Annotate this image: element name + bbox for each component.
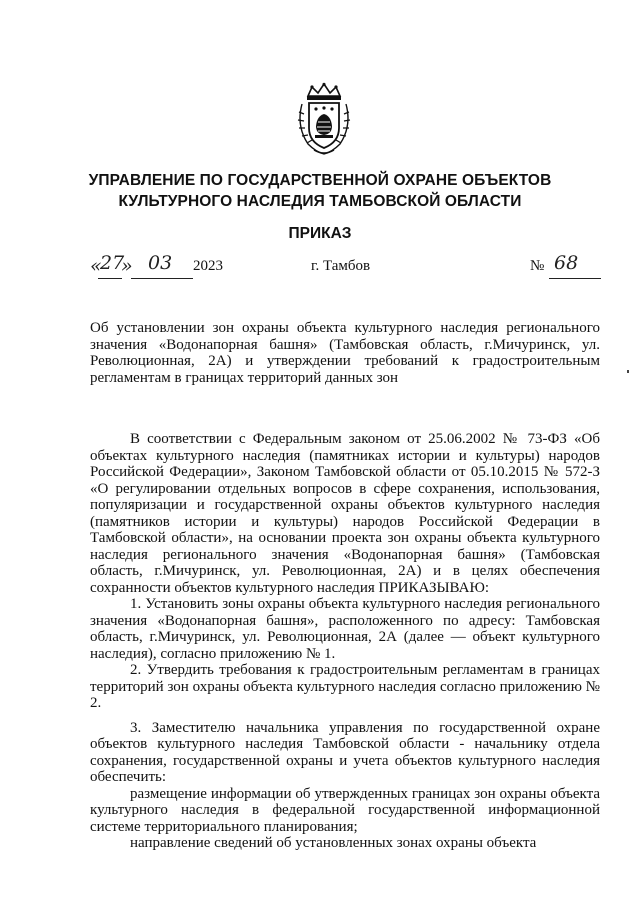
date-day: 27 <box>100 252 125 274</box>
number-label: № <box>530 258 545 274</box>
paragraph-item-3: 3. Заместителю начальника управления по государственной охране объектов культурного наследия Тамбовской области - начальнику отдела сохранения, государственной охраны и учета объектов культурного наследия обеспечить: <box>90 719 600 785</box>
margin-mark <box>627 370 629 373</box>
day-underline <box>98 278 122 279</box>
paragraph-item-3-b: направление сведений об установленных зонах охраны объекта <box>130 835 537 851</box>
city: г. Тамбов <box>311 258 371 274</box>
organization-name <box>60 170 580 212</box>
order-subject: Об установлении зон охраны объекта культурного наследия регионального значения «Водонапорная башня» (Тамбовская область, г.Мичуринск, ул. Революционная, 2А) и утверждении требований к градостроительным регламентам в границах территорий данных зон <box>90 320 600 386</box>
date-quote-close: » <box>121 255 133 277</box>
order-number: 68 <box>554 252 579 274</box>
order-body <box>90 431 600 852</box>
number-underline <box>549 278 601 279</box>
date-year: 2023 <box>193 258 223 274</box>
date-line <box>0 252 640 280</box>
date-quote-open: « <box>90 255 102 277</box>
paragraph-item-2: 2. Утвердить требования к градостроительным регламентам в границах территорий зон охраны объекта культурного наследия согласно приложению № 2. <box>90 662 600 711</box>
org-line-2: КУЛЬТУРНОГО НАСЛЕДИЯ ТАМБОВСКОЙ ОБЛАСТИ <box>118 193 522 210</box>
paragraph-preamble: В соответствии с Федеральным законом от 25.06.2002 № 73-ФЗ «Об объектах культурного наследия (памятниках истории и культуры) народов Российской Федерации», Законом Тамбовской области от 05.10.2015 № 572-З «О регулировании отдельных вопросов в сфере сохранения, использования, популяризации и государственной охраны объектов культурного наследия (памятников истории и культуры) народов Российской Федерации в Тамбовской области», на основании проекта зон охраны объекта культурного наследия регионального значения «Водонапорная башня» (Тамбовская область, г.Мичуринск, ул. Революционная, 2А) и в целях обеспечения сохранности объектов культурного наследия ПРИКАЗЫВАЮ: <box>90 431 600 596</box>
org-line-1: УПРАВЛЕНИЕ ПО ГОСУДАРСТВЕННОЙ ОХРАНЕ ОБЪЕКТОВ <box>88 172 552 189</box>
month-underline <box>131 278 193 279</box>
coat-of-arms-icon <box>294 82 354 156</box>
paragraph-item-1: 1. Установить зоны охраны объекта культурного наследия регионального значения «Водонапорная башня», расположенного по адресу: Тамбовская область, г.Мичуринск, ул. Революционная, 2А (далее — объект культурного наследия), согласно приложению № 1. <box>90 596 600 662</box>
date-month: 03 <box>148 252 173 274</box>
paragraph-item-3-a: размещение информации об утвержденных границах зон охраны объекта культурного наследия в федеральной государственной информационной системе территориального планирования; <box>90 785 600 835</box>
document-type: ПРИКАЗ <box>288 225 352 242</box>
